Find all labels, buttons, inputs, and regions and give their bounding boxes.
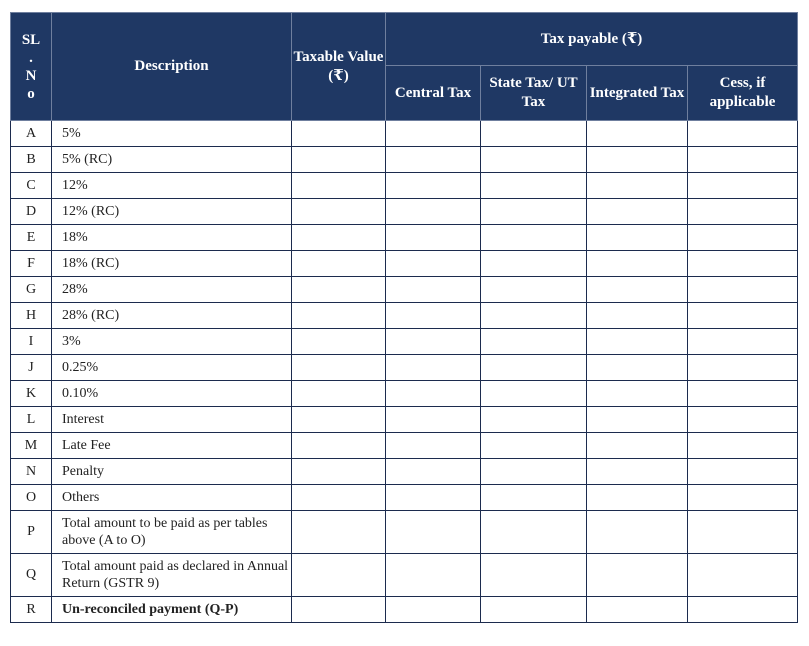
taxable-value-cell bbox=[292, 597, 386, 623]
central-tax-cell bbox=[386, 554, 481, 597]
description-cell: 18% (RC) bbox=[52, 251, 292, 277]
sl-cell: B bbox=[11, 147, 52, 173]
central-tax-cell bbox=[386, 459, 481, 485]
state-tax-cell bbox=[481, 251, 587, 277]
central-tax-cell bbox=[386, 303, 481, 329]
description-header: Description bbox=[52, 13, 292, 121]
table-body bbox=[11, 121, 798, 623]
state-tax-cell bbox=[481, 381, 587, 407]
state-tax-cell bbox=[481, 355, 587, 381]
description-cell: Late Fee bbox=[52, 433, 292, 459]
taxable-value-header: Taxable Value (₹) bbox=[292, 13, 386, 121]
integrated-tax-cell bbox=[587, 511, 688, 554]
central-tax-cell bbox=[386, 147, 481, 173]
central-tax-cell bbox=[386, 121, 481, 147]
description-cell: Un-reconciled payment (Q-P) bbox=[52, 597, 292, 623]
state-tax-cell bbox=[481, 329, 587, 355]
central-tax-cell bbox=[386, 381, 481, 407]
table-row bbox=[11, 511, 798, 554]
integrated-tax-cell bbox=[587, 433, 688, 459]
integrated-tax-cell bbox=[587, 173, 688, 199]
central-tax-cell bbox=[386, 199, 481, 225]
sl-cell: L bbox=[11, 407, 52, 433]
sl-cell: M bbox=[11, 433, 52, 459]
state-tax-cell bbox=[481, 303, 587, 329]
integrated-tax-cell bbox=[587, 251, 688, 277]
central-tax-cell bbox=[386, 173, 481, 199]
central-tax-cell bbox=[386, 597, 481, 623]
taxable-value-cell bbox=[292, 355, 386, 381]
state-tax-cell bbox=[481, 511, 587, 554]
cess-cell bbox=[688, 597, 798, 623]
taxable-value-cell bbox=[292, 121, 386, 147]
cess-cell bbox=[688, 554, 798, 597]
sl-cell: R bbox=[11, 597, 52, 623]
sl-cell: G bbox=[11, 277, 52, 303]
description-cell: Interest bbox=[52, 407, 292, 433]
cess-cell bbox=[688, 121, 798, 147]
integrated-tax-cell bbox=[587, 355, 688, 381]
taxable-value-cell bbox=[292, 554, 386, 597]
sl-no-header-text: SL . N o bbox=[21, 31, 41, 102]
cess-cell bbox=[688, 355, 798, 381]
cess-cell bbox=[688, 485, 798, 511]
taxable-value-cell bbox=[292, 407, 386, 433]
description-cell: 12% bbox=[52, 173, 292, 199]
description-cell: 5% bbox=[52, 121, 292, 147]
integrated-tax-header: Integrated Tax bbox=[587, 66, 688, 121]
cess-cell bbox=[688, 251, 798, 277]
integrated-tax-cell bbox=[587, 485, 688, 511]
taxable-value-cell bbox=[292, 303, 386, 329]
description-cell: Total amount to be paid as per tables above (A to O) bbox=[52, 511, 292, 554]
integrated-tax-cell bbox=[587, 381, 688, 407]
table-row bbox=[11, 433, 798, 459]
table-row bbox=[11, 407, 798, 433]
central-tax-cell bbox=[386, 355, 481, 381]
description-cell: Penalty bbox=[52, 459, 292, 485]
table-row bbox=[11, 355, 798, 381]
table-row bbox=[11, 199, 798, 225]
taxable-value-cell bbox=[292, 225, 386, 251]
cess-cell bbox=[688, 147, 798, 173]
integrated-tax-cell bbox=[587, 225, 688, 251]
taxable-value-cell bbox=[292, 511, 386, 554]
sl-cell: N bbox=[11, 459, 52, 485]
table-row bbox=[11, 303, 798, 329]
table-row bbox=[11, 597, 798, 623]
cess-cell bbox=[688, 433, 798, 459]
state-tax-header: State Tax/ UT Tax bbox=[481, 66, 587, 121]
sl-cell: H bbox=[11, 303, 52, 329]
state-tax-cell bbox=[481, 277, 587, 303]
cess-header: Cess, if applicable bbox=[688, 66, 798, 121]
taxable-value-cell bbox=[292, 381, 386, 407]
sl-cell: Q bbox=[11, 554, 52, 597]
central-tax-cell bbox=[386, 485, 481, 511]
integrated-tax-cell bbox=[587, 303, 688, 329]
cess-cell bbox=[688, 199, 798, 225]
table-row bbox=[11, 277, 798, 303]
central-tax-cell bbox=[386, 251, 481, 277]
table-row bbox=[11, 251, 798, 277]
cess-cell bbox=[688, 277, 798, 303]
description-cell: 5% (RC) bbox=[52, 147, 292, 173]
integrated-tax-cell bbox=[587, 407, 688, 433]
sl-cell: D bbox=[11, 199, 52, 225]
integrated-tax-cell bbox=[587, 199, 688, 225]
central-tax-cell bbox=[386, 225, 481, 251]
table-row bbox=[11, 147, 798, 173]
taxable-value-cell bbox=[292, 277, 386, 303]
state-tax-cell bbox=[481, 407, 587, 433]
integrated-tax-cell bbox=[587, 597, 688, 623]
description-cell: 0.10% bbox=[52, 381, 292, 407]
table-row bbox=[11, 485, 798, 511]
sl-cell: E bbox=[11, 225, 52, 251]
description-cell: Others bbox=[52, 485, 292, 511]
cess-cell bbox=[688, 511, 798, 554]
table-row bbox=[11, 173, 798, 199]
sl-cell: P bbox=[11, 511, 52, 554]
state-tax-cell bbox=[481, 199, 587, 225]
state-tax-cell bbox=[481, 459, 587, 485]
taxable-value-cell bbox=[292, 199, 386, 225]
description-cell: 3% bbox=[52, 329, 292, 355]
taxable-value-cell bbox=[292, 459, 386, 485]
integrated-tax-cell bbox=[587, 459, 688, 485]
description-cell: 12% (RC) bbox=[52, 199, 292, 225]
tax-payable-header: Tax payable (₹) bbox=[386, 13, 798, 66]
taxable-value-cell bbox=[292, 251, 386, 277]
state-tax-cell bbox=[481, 173, 587, 199]
taxable-value-cell bbox=[292, 433, 386, 459]
table-row bbox=[11, 554, 798, 597]
integrated-tax-cell bbox=[587, 147, 688, 173]
integrated-tax-cell bbox=[587, 329, 688, 355]
integrated-tax-cell bbox=[587, 554, 688, 597]
state-tax-cell bbox=[481, 147, 587, 173]
description-cell: 0.25% bbox=[52, 355, 292, 381]
table-row bbox=[11, 329, 798, 355]
sl-cell: K bbox=[11, 381, 52, 407]
central-tax-cell bbox=[386, 511, 481, 554]
central-tax-cell bbox=[386, 277, 481, 303]
cess-cell bbox=[688, 407, 798, 433]
central-tax-cell bbox=[386, 407, 481, 433]
state-tax-cell bbox=[481, 121, 587, 147]
sl-cell: I bbox=[11, 329, 52, 355]
taxable-value-cell bbox=[292, 173, 386, 199]
integrated-tax-cell bbox=[587, 277, 688, 303]
cess-cell bbox=[688, 173, 798, 199]
state-tax-cell bbox=[481, 225, 587, 251]
description-cell: 28% bbox=[52, 277, 292, 303]
table-row bbox=[11, 225, 798, 251]
cess-cell bbox=[688, 381, 798, 407]
central-tax-cell bbox=[386, 329, 481, 355]
table-row bbox=[11, 459, 798, 485]
description-cell: 28% (RC) bbox=[52, 303, 292, 329]
sl-cell: F bbox=[11, 251, 52, 277]
central-tax-header: Central Tax bbox=[386, 66, 481, 121]
taxable-value-cell bbox=[292, 329, 386, 355]
sl-cell: O bbox=[11, 485, 52, 511]
cess-cell bbox=[688, 225, 798, 251]
sl-cell: J bbox=[11, 355, 52, 381]
description-cell: 18% bbox=[52, 225, 292, 251]
taxable-value-cell bbox=[292, 147, 386, 173]
table-row bbox=[11, 381, 798, 407]
sl-no-header bbox=[11, 13, 52, 121]
sl-cell: A bbox=[11, 121, 52, 147]
state-tax-cell bbox=[481, 485, 587, 511]
tax-payable-table bbox=[10, 12, 798, 623]
cess-cell bbox=[688, 303, 798, 329]
description-cell: Total amount paid as declared in Annual Return (GSTR 9) bbox=[52, 554, 292, 597]
state-tax-cell bbox=[481, 433, 587, 459]
central-tax-cell bbox=[386, 433, 481, 459]
integrated-tax-cell bbox=[587, 121, 688, 147]
cess-cell bbox=[688, 329, 798, 355]
cess-cell bbox=[688, 459, 798, 485]
taxable-value-cell bbox=[292, 485, 386, 511]
sl-cell: C bbox=[11, 173, 52, 199]
state-tax-cell bbox=[481, 554, 587, 597]
table-row bbox=[11, 121, 798, 147]
state-tax-cell bbox=[481, 597, 587, 623]
